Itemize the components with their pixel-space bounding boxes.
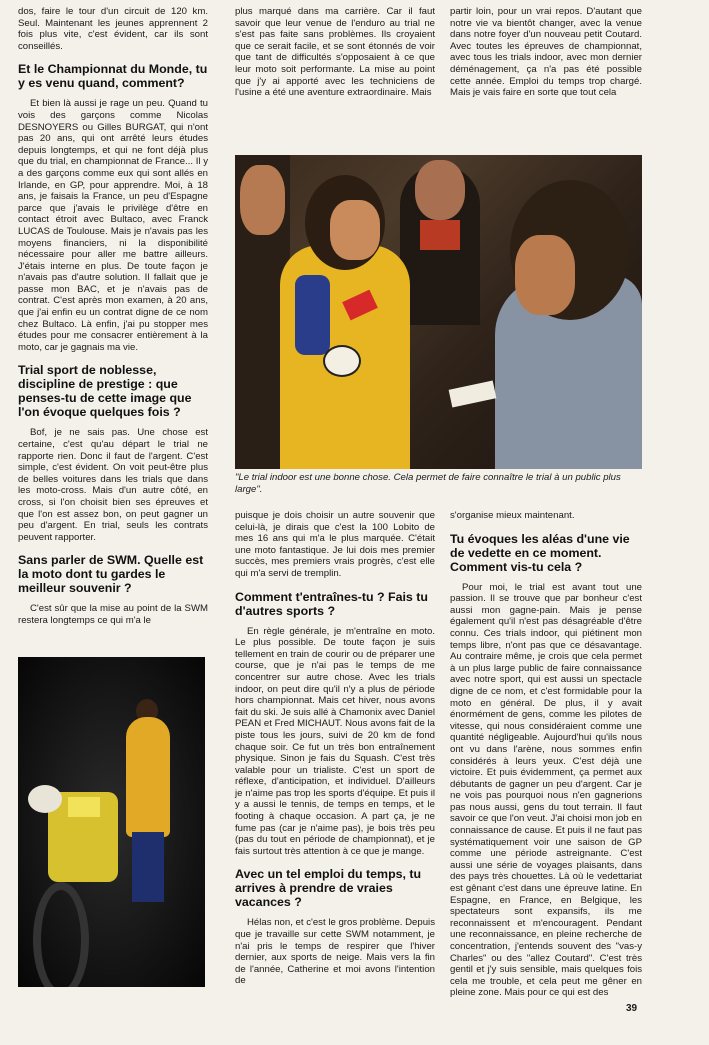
photo-caption: "Le trial indoor est une bonne chose. Cela permet de faire connaître le trial à un public plus large". <box>235 472 621 495</box>
paragraph: Bof, je ne sais pas. Une chose est certaine, c'est qu'au départ le trial ne rapporte rien. Donc il faut de l'argent. C'est simple, c'est évident. On voit peut-être plus de belles voitures dans les trials que dans les moto-cross. Mais d'un autre côté, en cross, si l'on choisit bien ses épreuves et que l'on est assez bon, on peut gagner un peu d'argent. En trial, seuls les contrats peuvent rapporter. <box>18 427 208 543</box>
paragraph: Hélas non, et c'est le gros problème. Depuis que je travaille sur cette SWM notamment, je n'ai pris le temps de respirer que l'hiver dernier, aux sports de neige. Mais vers la fin de l'année, Catherine et moi avons l'intention de <box>235 917 435 987</box>
photo-blue-stripe <box>295 275 330 355</box>
paragraph: En règle générale, je m'entraîne en moto. Le plus possible. De toute façon je suis tellement en train de courir ou de préparer une course, que je n'ai pas le temps de me concentrer sur autre chose. Avec les trials indoor, on peut dire qu'il n'y a plus de période hors championnat. Mais cet hiver, nous avons fait du ski. Je suis allé à Chamonix avec Daniel PEAN et Fred MICHAUT. Nous avons fait de la piste tous les jours, suivi de 20 km de fond chaque soir. Ce fut un très bon entraînement physique. Sinon je fais du Squash. C'est très valable pour un trialiste. C'est un sport de réflexe, d'anticipation, et individuel. D'ailleurs je n'aime pas trop les sports d'équipe. Et puis il y a aussi le tennis, de temps en temps, et le footing à chaque occasion. A part ça, je ne fume pas (car je n'aime pas), je bois très peu (pas du tout en période de championnat), et je fais surtout très attention à ce que je mange. <box>235 625 435 857</box>
column-2-bottom <box>235 510 435 990</box>
paragraph: plus marqué dans ma carrière. Car il faut savoir que leur venue de l'enduro au trial ne s'est pas faite sans problèmes. Ils croyaient que ce serait facile, et se sont étonnés de voir que tant de difficultés s'opposaient à ce que leur moto soit performante. La mise au point que j'y ai apporté avec les techniciens de l'usine a été une aventure extraordinaire. Mais <box>235 6 435 99</box>
photo-rider-jacket <box>126 717 170 837</box>
photo-rider-face <box>330 200 380 260</box>
column-2-top <box>235 6 435 102</box>
photo-red-shirt <box>420 220 460 250</box>
column-3-bottom <box>450 510 642 1002</box>
column-3-top <box>450 6 642 102</box>
photo-autograph-paper <box>449 381 497 408</box>
question-heading: Tu évoques les aléas d'une vie de vedette en ce moment. Comment vis-tu cela ? <box>450 531 630 574</box>
paragraph: Et bien là aussi je rage un peu. Quand tu vois des garçons comme Nicolas DESNOYERS ou Gilles BURGAT, qui n'ont pas 20 ans, qui ont arrêté leurs études depuis longtemps, et qui ne font déjà plus que du trial, en championnat de France... Il y a des garçons comme eux qui sont allés en Irlande, en GP, pour apprendre. Moi, à 18 ans, je faisais la France, un peu d'Espagne parce que j'avais le privilège d'être en contact étroit avec Bultaco, avec Franck LUCAS de Toulouse. Mais je n'avais pas les moyens financiers, ni la disponibilité nécessaire pour aller me battre ailleurs. J'étais interne en plus. De toute façon je n'avais pas d'autre solution. Il fallait que je passe mon BAC, et je n'avais pas de contrat. C'est après mon examen, à 20 ans, que j'ai enfin eu un contrat digne de ce nom chez Bultaco. Là enfin, j'ai pu stopper mes études pour me consacrer entièrement à la moto, car je gagnais ma vie. <box>18 98 208 353</box>
question-heading: Comment t'entraînes-tu ? Fais tu d'autres sports ? <box>235 589 428 618</box>
paragraph: Pour moi, le trial est avant tout une passion. Il se trouve que par bonheur c'est aussi mon gagne-pain. Mais je pense également qu'il n'est pas désagréable d'être connu. Ces trials indoor, qui piétinent mon temps libre, n'ont pas que ce désavantage. Au contraire même, je crois que cela permet à un plus large public de faire connaissance avec notre sport, qui est aussi un spectacle digne de ce nom, et c'est formidable pour la moto en général. De plus, il y avait énormément de gens, comme les pilotes de vitesse, qui nous considéraient comme une quantité négligeable. Aujourd'hui qu'ils nous ont vu dans l'arène, nous sommes enfin considérés à leurs yeux. C'est déjà une victoire. Et puis évidemment, ça permet aux débutants de gagner un peu d'argent. Car je ne vois pas pourquoi nous n'en gagnerions pas nous aussi, gens du tout terrain. Il faut savoir ce que l'on veut. J'ai choisi mon job en connaissance de cause. Et puis il ne faut pas systématiquement voir une saison de GP comme une période astreignante. C'est aussi une série de voyages plaisants, dans des pays très chouettes. Là où le vedettariat est gênant c'est dans une épreuve latine. En Espagne, en France, en Belgique, les spectateurs sont expansifs, ils me reconnaissent et m'encouragent. Pendant une reconnaissance, en pleine recherche de concentration, j'entends souvent des "vas-y Charles" ou des "allez Coutard". C'est très gentil et j'y suis sensible, mais quelques fois cela me trouble, et cela peut me gêner en pleine zone. Mais pour ce qui est des <box>450 581 642 999</box>
photo-face-background <box>415 160 465 220</box>
paragraph: C'est sûr que la mise au point de la SWM restera longtemps ce qui m'a le <box>18 603 208 626</box>
photo-front-wheel <box>33 882 89 987</box>
question-heading: Sans parler de SWM. Quelle est la moto dont tu gardes le meilleur souvenir ? <box>18 553 204 596</box>
column-1 <box>18 6 208 630</box>
question-heading: Et le Championnat du Monde, tu y es venu quand, comment? <box>18 62 208 91</box>
photo-face-left <box>240 165 285 235</box>
photo-number-plate <box>68 797 100 817</box>
question-heading: Avec un tel emploi du temps, tu arrives à prendre de vraies vacances ? <box>235 867 422 910</box>
photo-helmet <box>28 785 62 813</box>
paragraph: dos, faire le tour d'un circuit de 120 km. Seul. Maintenant les jeunes apprennent 2 fois plus vite, c'est évident, car ils sont conseillés. <box>18 6 208 52</box>
photo-face-right <box>515 235 575 315</box>
photo-rider-with-bike <box>18 657 205 987</box>
paragraph: puisque je dois choisir un autre souvenir que celui-là, je dirais que c'est la 100 Lobito de mes 16 ans qui m'a le plus marquée. C'était une moto fantastique. Je lui dois mes premier succès, mes premiers vrais progrès, c'est elle qui m'a servi de tremplin. <box>235 510 435 579</box>
page-number: 39 <box>626 1003 638 1014</box>
photo-rider-legs <box>132 832 164 902</box>
photo-logo-patch <box>323 345 361 377</box>
paragraph: partir loin, pour un vrai repos. D'autant que notre vie va bientôt changer, avec la venue dans notre foyer d'un nouveau petit Coutard. Avec toutes les épreuves de championnat, avec tous les trials indoor, avec mon dernier déménagement, ça n'a pas été possible cette année. Emploi du temps trop chargé. Mais je vais faire en sorte que tout cela <box>450 6 642 99</box>
main-photo-riders-signing <box>235 155 642 469</box>
question-heading: Trial sport de noblesse, discipline de prestige : que penses-tu de cette image que l'on évoque quelques fois ? <box>18 363 192 420</box>
paragraph: s'organise mieux maintenant. <box>450 510 575 521</box>
